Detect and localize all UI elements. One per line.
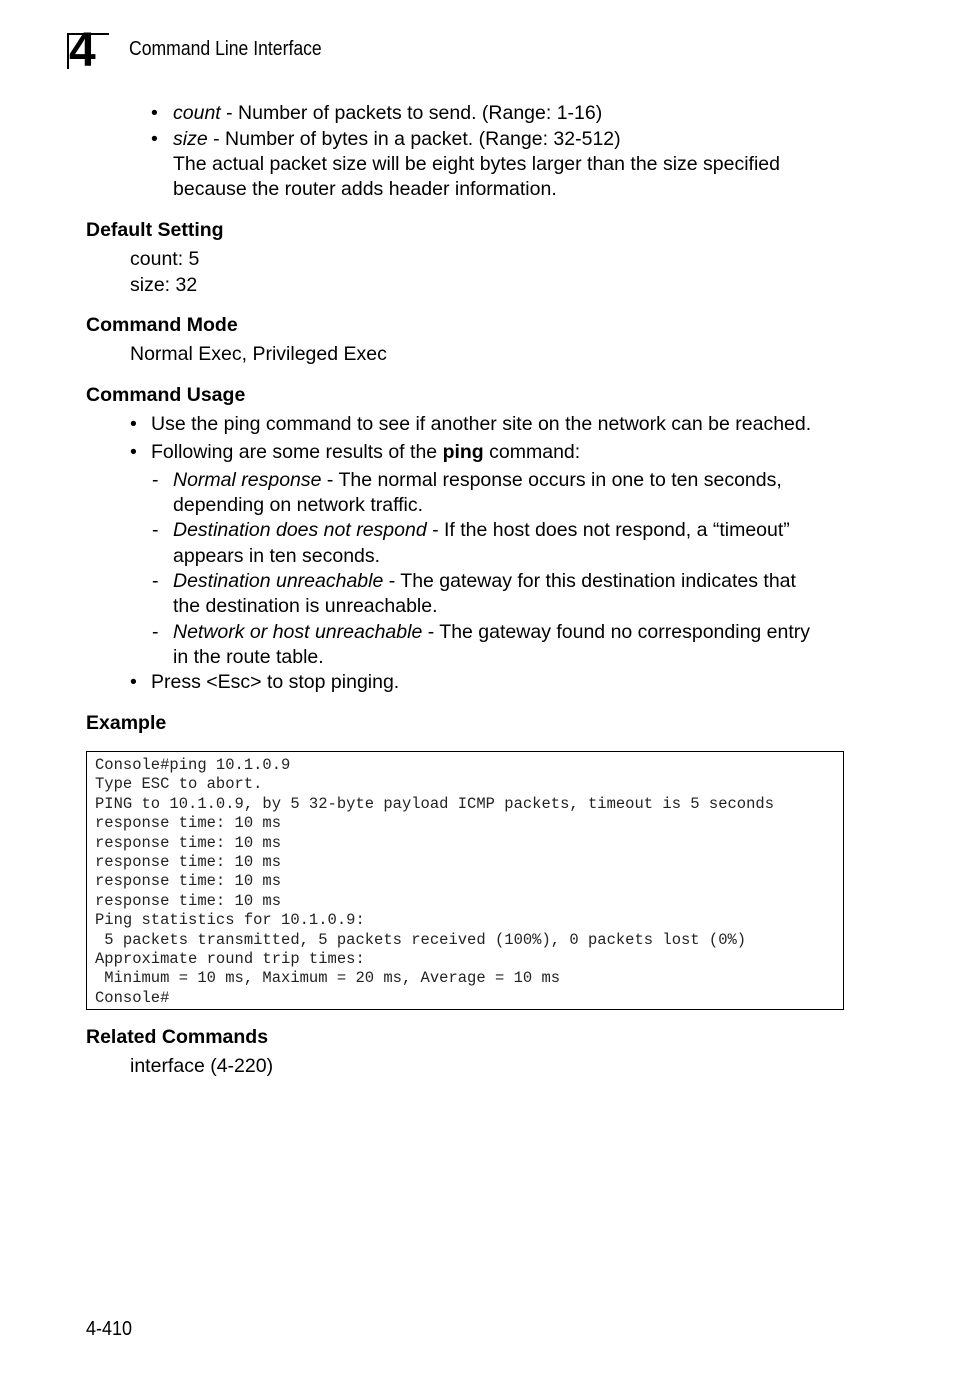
size-note-line1: The actual packet size will be eight bytes larger than the size specified — [173, 153, 780, 175]
code-line: response time: 10 ms — [95, 891, 282, 910]
code-line: Type ESC to abort. — [95, 775, 263, 794]
code-line: 5 packets transmitted, 5 packets received (100%), 0 packets lost (0%) — [95, 930, 747, 949]
dash-marker: - — [152, 469, 159, 491]
usage-bullet-2: Following are some results of the ping command: — [151, 441, 581, 463]
result-net-unreachable-cont: in the route table. — [173, 646, 324, 668]
bullet-marker: • — [130, 441, 137, 463]
example-heading: Example — [86, 712, 167, 734]
bullet-marker: • — [130, 413, 137, 435]
command-usage-heading: Command Usage — [86, 384, 246, 406]
example-code-box — [86, 751, 844, 1010]
param-size: size - Number of bytes in a packet. (Range: 32-512) — [173, 128, 621, 150]
result-dest-unreachable: Destination unreachable - The gateway for this destination indicates that — [173, 570, 796, 592]
bullet-marker: • — [130, 671, 137, 693]
size-note-line2: because the router adds header information. — [173, 178, 557, 200]
dash-marker: - — [152, 621, 159, 643]
code-line: Ping statistics for 10.1.0.9: — [95, 911, 365, 930]
code-line: response time: 10 ms — [95, 833, 282, 852]
command-mode-text: Normal Exec, Privileged Exec — [130, 343, 387, 365]
param-count: count - Number of packets to send. (Range: 1-16) — [173, 102, 603, 124]
code-line: Console# — [95, 988, 170, 1007]
code-line: Console#ping 10.1.0.9 — [95, 756, 291, 774]
code-line: Approximate round trip times: — [95, 950, 365, 968]
chapter-number: 4 — [69, 24, 95, 77]
code-line: response time: 10 ms — [95, 872, 282, 891]
code-line: Minimum = 10 ms, Maximum = 20 ms, Average = 10 ms — [95, 969, 561, 988]
chapter-marker — [67, 24, 109, 77]
default-count: count: 5 — [130, 248, 200, 270]
code-line: response time: 10 ms — [95, 814, 282, 833]
command-mode-heading: Command Mode — [86, 314, 238, 336]
result-normal-response-cont: depending on network traffic. — [173, 494, 424, 516]
related-command-link: interface (4-220) — [130, 1055, 274, 1077]
default-setting-heading: Default Setting — [86, 219, 224, 241]
result-net-unreachable: Network or host unreachable - The gateway found no corresponding entry — [173, 621, 811, 643]
page-number: 4-410 — [86, 1318, 133, 1340]
result-normal-response: Normal response - The normal response occurs in one to ten seconds, — [173, 469, 782, 491]
bullet-marker: • — [151, 102, 158, 124]
default-size: size: 32 — [130, 274, 198, 296]
usage-bullet-3: Press <Esc> to stop pinging. — [151, 671, 400, 693]
result-no-respond-cont: appears in ten seconds. — [173, 545, 381, 567]
related-commands-heading: Related Commands — [86, 1026, 269, 1048]
result-no-respond: Destination does not respond - If the host does not respond, a “timeout” — [173, 519, 790, 541]
code-line: response time: 10 ms — [95, 853, 282, 871]
usage-bullet-1: Use the ping command to see if another site on the network can be reached. — [151, 413, 812, 435]
result-dest-unreachable-cont: the destination is unreachable. — [173, 595, 438, 617]
running-header-title: Command Line Interface — [129, 38, 322, 60]
dash-marker: - — [152, 519, 159, 541]
code-line: PING to 10.1.0.9, by 5 32-byte payload ICMP packets, timeout is 5 seconds — [95, 794, 775, 813]
dash-marker: - — [152, 570, 159, 592]
bullet-marker: • — [151, 128, 158, 150]
